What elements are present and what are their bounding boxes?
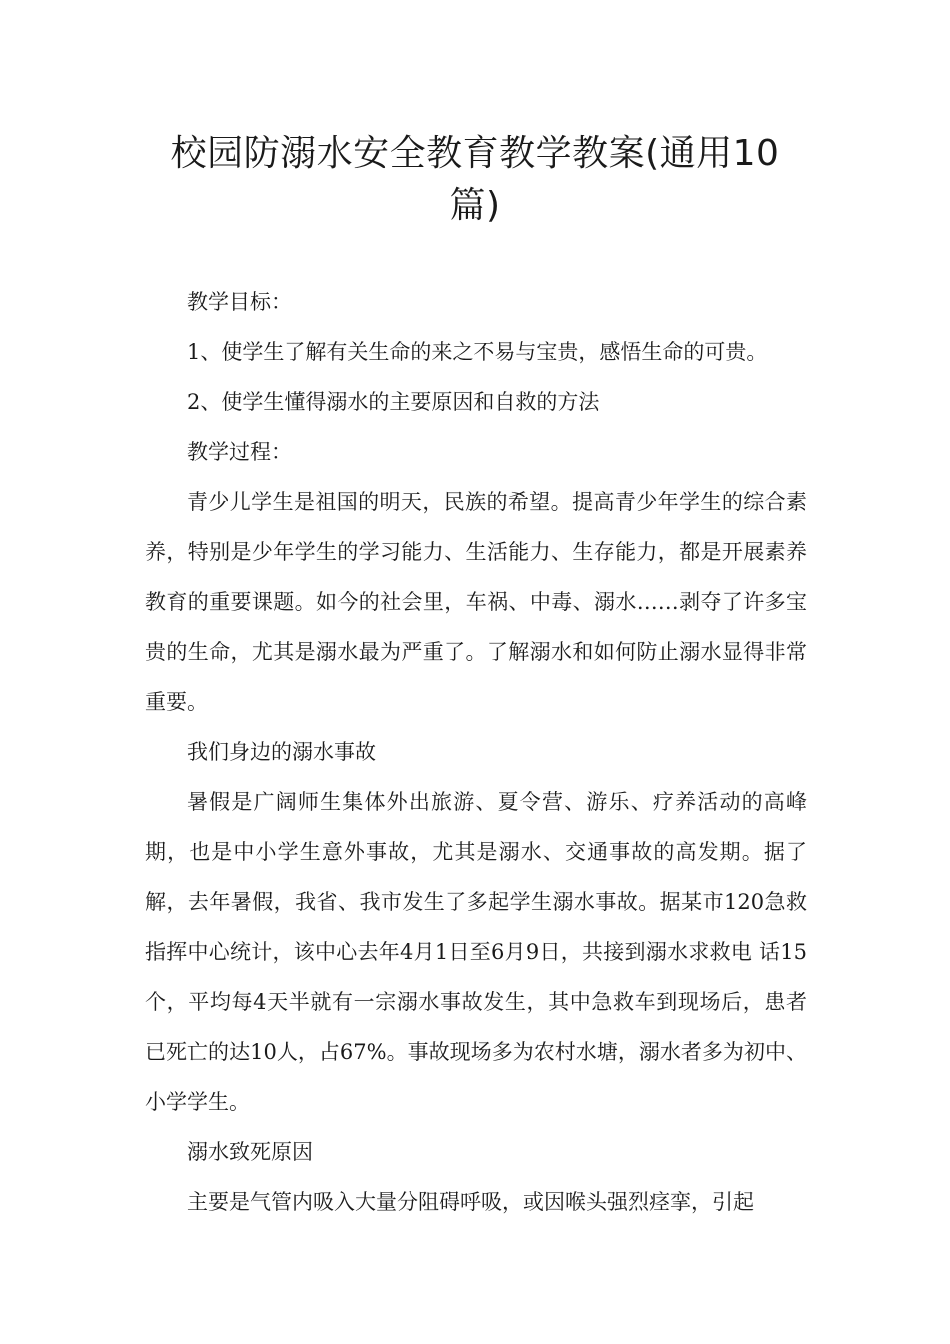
paragraph-goal-2: 2、使学生懂得溺水的主要原因和自救的方法	[187, 390, 600, 414]
paragraph-introduction: 青少儿学生是祖国的明天，民族的希望。提高青少年学生的综合素养，特别是少年学生的学习能力、生活能力、生存能力，都是开展素养教育的重要课题。如今的社会里，车祸、中毒、溺水……剥夺了许多宝贵的生命，尤其是溺水最为严重了。了解溺水和如何防止溺水显得非常重要。	[145, 490, 807, 714]
title-line-2: 篇)	[449, 185, 501, 226]
document-body	[145, 277, 807, 1227]
paragraph-teaching-goals-heading: 教学目标：	[187, 290, 292, 314]
paragraph-goal-1: 1、使学生了解有关生命的来之不易与宝贵，感悟生命的可贵。	[187, 340, 768, 364]
title-line-1: 校园防溺水安全教育教学教案(通用10	[170, 133, 780, 174]
paragraph-teaching-process-heading: 教学过程：	[187, 440, 292, 464]
paragraph-causes-heading: 溺水致死原因	[187, 1140, 313, 1164]
document-title	[100, 128, 850, 232]
paragraph-accidents-detail: 暑假是广阔师生集体外出旅游、夏令营、游乐、疗养活动的高峰期，也是中小学生意外事故，尤其是溺水、交通事故的高发期。据了解，去年暑假，我省、我市发生了多起学生溺水事故。据某市120急救指挥中心统计，该中心去年4月1日至6月9日，共接到溺水求救电 话15个，平均每4天半就有一宗溺水事故发生，其中急救车到现场后，患者已死亡的达10人，占67%。事故现场多为农村水塘，溺水者多为初中、小学学生。	[145, 790, 807, 1114]
paragraph-accidents-heading: 我们身边的溺水事故	[187, 740, 376, 764]
paragraph-causes-detail: 主要是气管内吸入大量分阻碍呼吸，或因喉头强烈痉挛，引起	[187, 1190, 754, 1214]
